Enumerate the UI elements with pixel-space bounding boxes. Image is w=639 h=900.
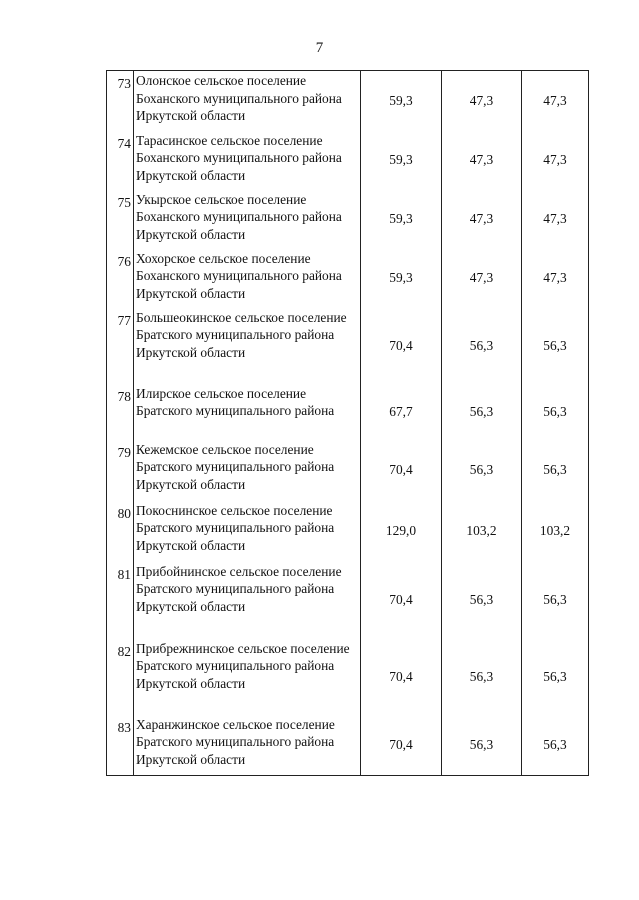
value-3: 47,3 [522, 190, 589, 249]
table-row [107, 562, 589, 639]
value-2: 103,2 [442, 501, 522, 562]
value-3: 56,3 [522, 308, 589, 384]
table-row [107, 440, 589, 501]
table-row [107, 501, 589, 562]
allocation-table [106, 70, 589, 776]
row-number: 81 [107, 562, 134, 639]
row-number: 80 [107, 501, 134, 562]
row-number: 82 [107, 639, 134, 715]
table-row [107, 384, 589, 440]
value-2: 56,3 [442, 308, 522, 384]
value-1: 67,7 [361, 384, 442, 440]
table-row [107, 639, 589, 715]
row-number: 77 [107, 308, 134, 384]
value-3: 56,3 [522, 562, 589, 639]
row-number: 83 [107, 715, 134, 776]
value-1: 129,0 [361, 501, 442, 562]
value-2: 56,3 [442, 384, 522, 440]
value-1: 59,3 [361, 190, 442, 249]
settlement-name: Олонское сельское поселение Боханского муниципального района Иркутской области [134, 71, 361, 131]
settlement-name: Хохорское сельское поселение Боханского муниципального района Иркутской области [134, 249, 361, 308]
value-1: 70,4 [361, 562, 442, 639]
value-1: 59,3 [361, 71, 442, 131]
value-3: 56,3 [522, 715, 589, 776]
settlement-name: Прибойнинское сельское поселение Братского муниципального района Иркутской области [134, 562, 361, 639]
settlement-name: Харанжинское сельское поселение Братского муниципального района Иркутской области [134, 715, 361, 776]
value-2: 47,3 [442, 249, 522, 308]
value-2: 47,3 [442, 71, 522, 131]
settlement-name: Илирское сельское поселение Братского муниципального района [134, 384, 361, 440]
value-3: 103,2 [522, 501, 589, 562]
table-row [107, 71, 589, 131]
row-number: 78 [107, 384, 134, 440]
value-2: 47,3 [442, 190, 522, 249]
value-2: 47,3 [442, 131, 522, 190]
row-number: 73 [107, 71, 134, 131]
value-3: 47,3 [522, 71, 589, 131]
settlement-name: Тарасинское сельское поселение Боханского муниципального района Иркутской области [134, 131, 361, 190]
value-3: 56,3 [522, 639, 589, 715]
value-3: 56,3 [522, 384, 589, 440]
table-row [107, 249, 589, 308]
value-2: 56,3 [442, 715, 522, 776]
value-1: 59,3 [361, 131, 442, 190]
settlement-name: Укырское сельское поселение Боханского муниципального района Иркутской области [134, 190, 361, 249]
value-2: 56,3 [442, 562, 522, 639]
value-2: 56,3 [442, 639, 522, 715]
row-number: 79 [107, 440, 134, 501]
page-number: 7 [315, 40, 324, 56]
row-number: 76 [107, 249, 134, 308]
row-number: 74 [107, 131, 134, 190]
value-1: 59,3 [361, 249, 442, 308]
value-2: 56,3 [442, 440, 522, 501]
value-3: 47,3 [522, 249, 589, 308]
value-3: 47,3 [522, 131, 589, 190]
table-row [107, 131, 589, 190]
value-3: 56,3 [522, 440, 589, 501]
value-1: 70,4 [361, 639, 442, 715]
settlement-name: Кежемское сельское поселение Братского муниципального района Иркутской области [134, 440, 361, 501]
value-1: 70,4 [361, 308, 442, 384]
row-number: 75 [107, 190, 134, 249]
value-1: 70,4 [361, 715, 442, 776]
settlement-name: Покоснинское сельское поселение Братского муниципального района Иркутской области [134, 501, 361, 562]
table-row [107, 308, 589, 384]
table-row [107, 190, 589, 249]
table-row [107, 715, 589, 776]
settlement-name: Большеокинское сельское поселение Братского муниципального района Иркутской области [134, 308, 361, 384]
settlement-name: Прибрежнинское сельское поселение Братского муниципального района Иркутской области [134, 639, 361, 715]
value-1: 70,4 [361, 440, 442, 501]
